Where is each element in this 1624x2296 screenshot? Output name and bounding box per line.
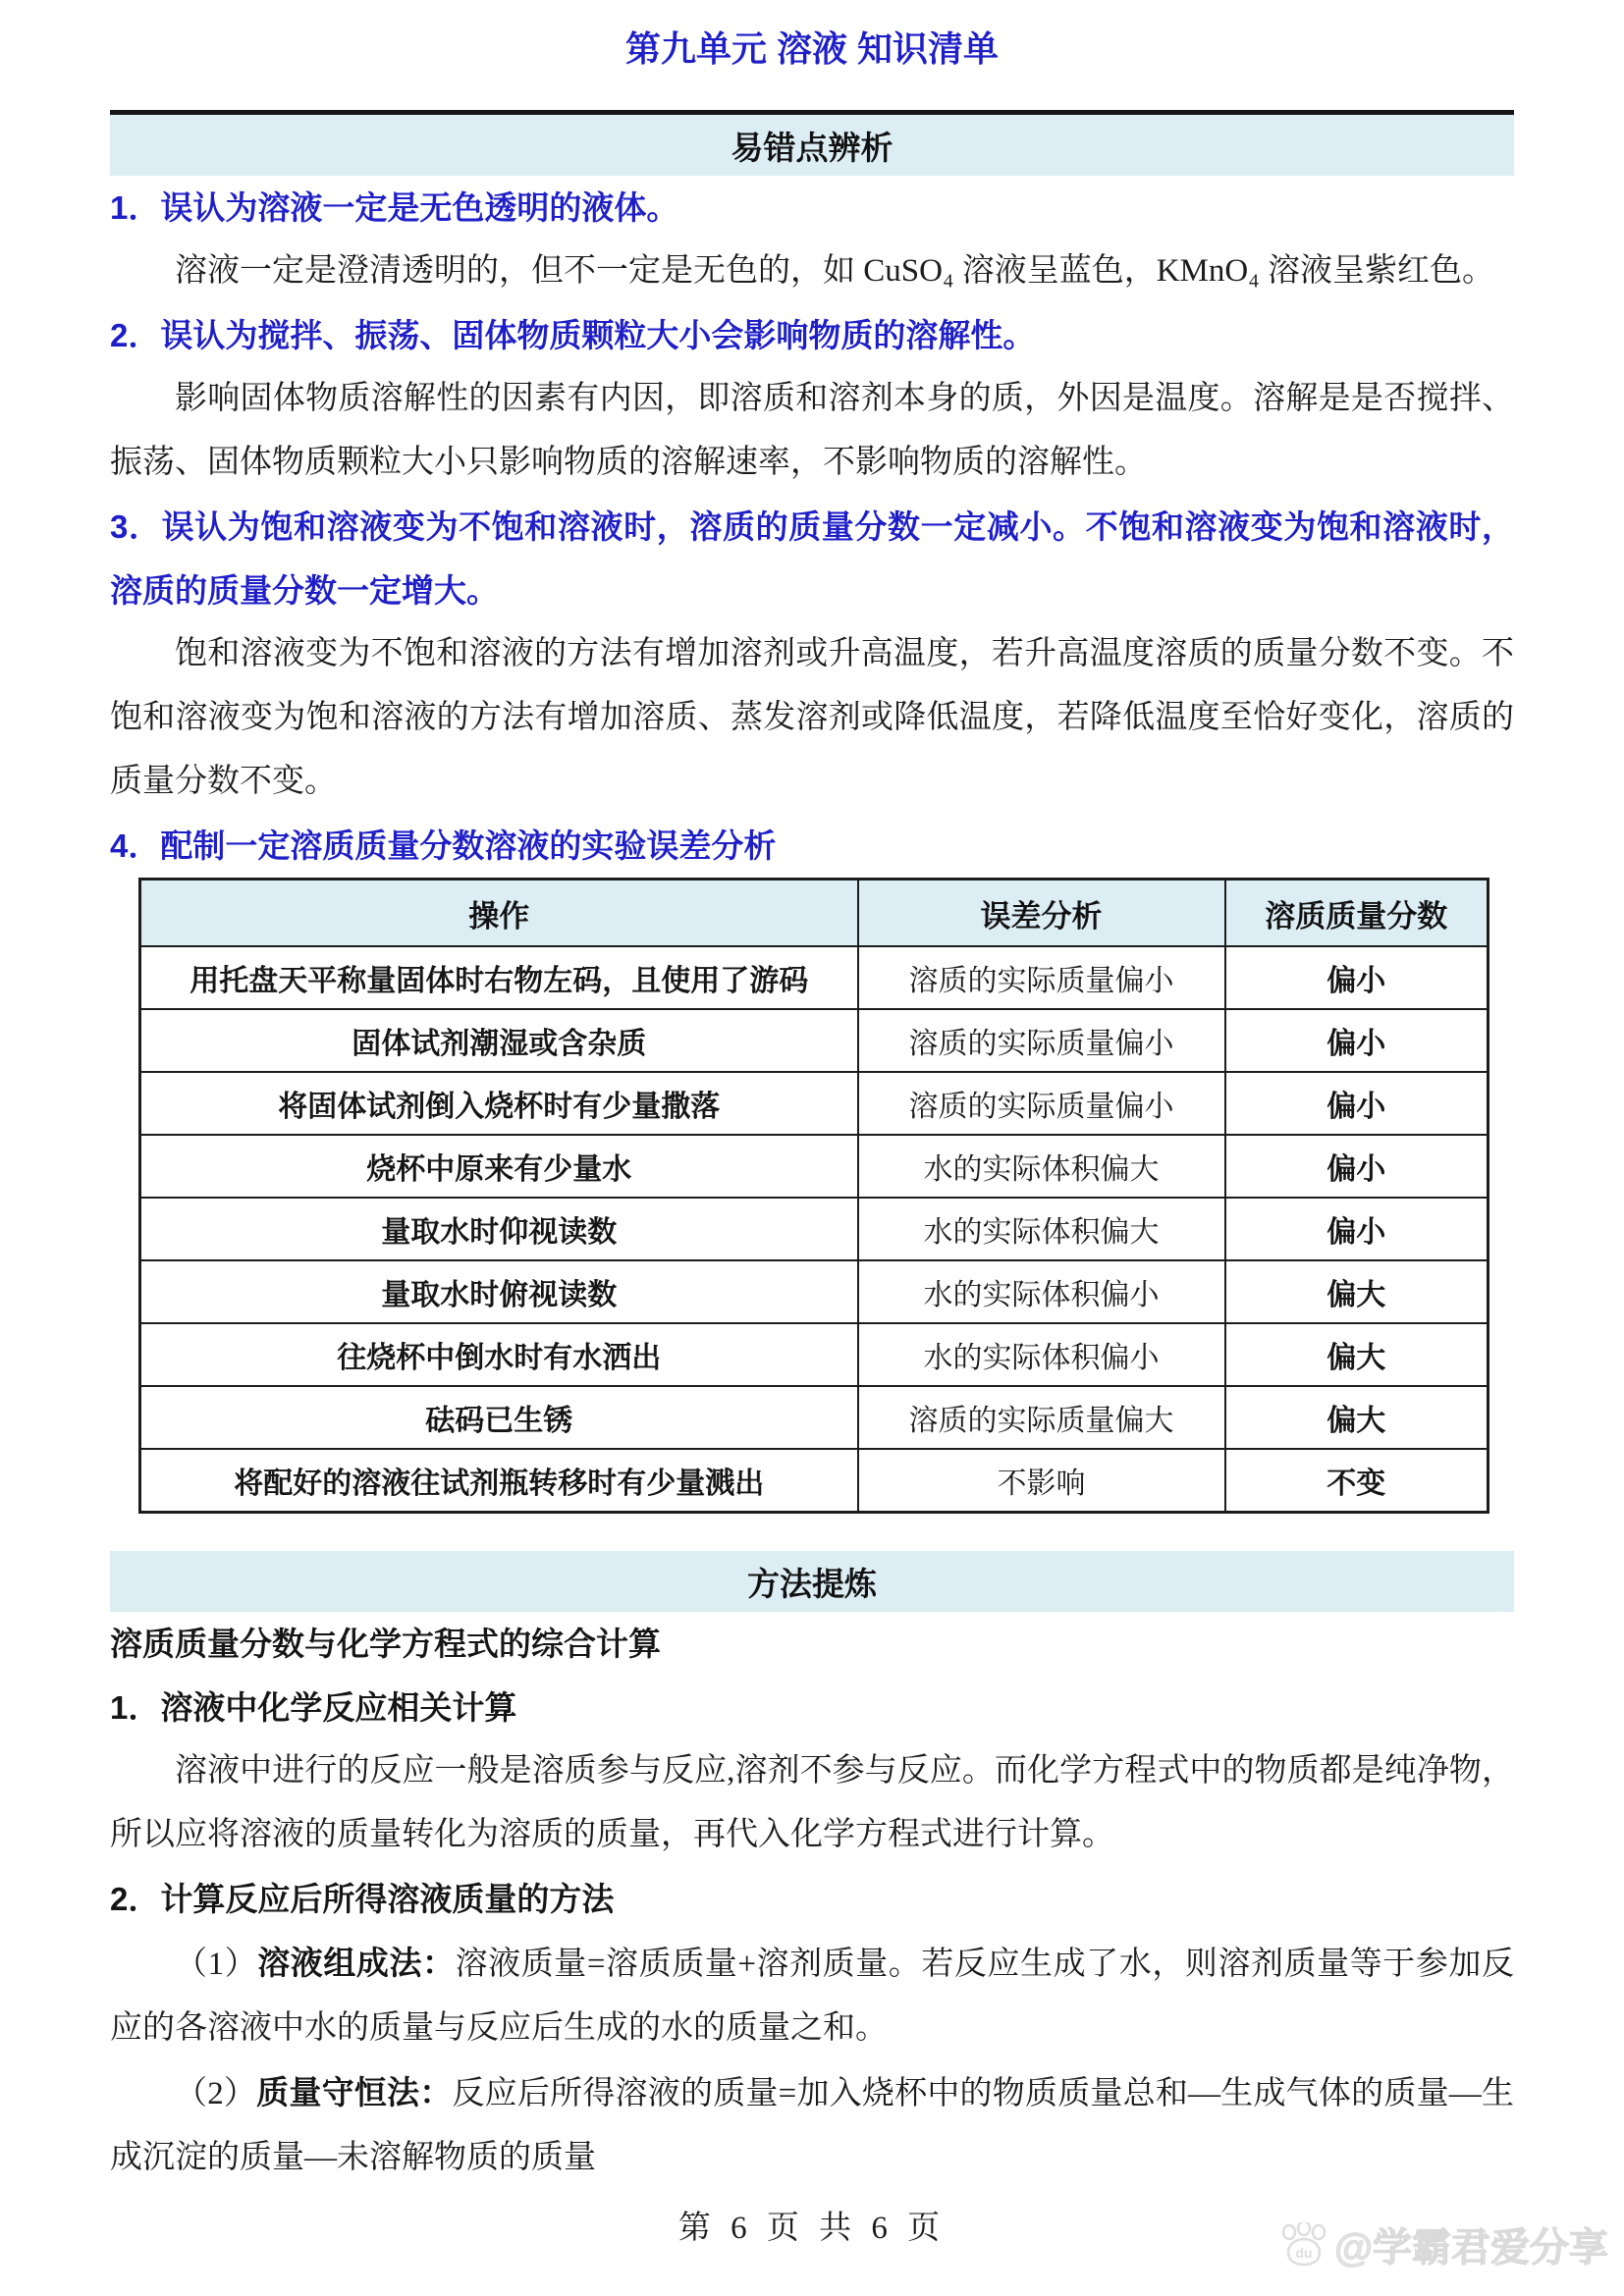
cell-error: 水的实际体积偏大: [858, 1198, 1225, 1260]
cell-operation: 往烧杯中倒水时有水洒出: [140, 1323, 858, 1386]
mistake-1-body: 溶液一定是澄清透明的，但不一定是无色的，如 CuSO₄ 溶液呈蓝色，KMnO₄ 溶液呈紫红色。: [175, 253, 1494, 289]
table-row: [140, 1260, 1489, 1323]
col-header-operation: 操作: [140, 880, 858, 947]
mistake-2-body: 影响固体物质溶解性的因素有内因，即溶质和溶剂本身的质，外因是温度。溶解是是否搅拌、振荡、固体物质颗粒大小只影响物质的溶解速率，不影响物质的溶解性。: [110, 381, 1514, 480]
methods-subtitle: 溶质质量分数与化学方程式的综合计算: [110, 1626, 661, 1662]
method-2-sub1: [110, 1931, 1514, 2060]
section-banner-mistakes: [110, 110, 1514, 176]
cell-operation: 量取水时俯视读数: [140, 1260, 858, 1323]
cell-operation: 将固体试剂倒入烧杯时有少量撒落: [140, 1072, 858, 1135]
table-row: [140, 946, 1489, 1009]
section-banner-mistakes-label: 易错点辨析: [731, 129, 893, 166]
mistake-2-heading: 2．误认为搅拌、振荡、固体物质颗粒大小会影响物质的溶解性。: [110, 317, 1036, 353]
cell-fraction: 偏大: [1225, 1386, 1489, 1449]
cell-error: 溶质的实际质量偏大: [858, 1386, 1225, 1449]
col-header-mass-fraction: 溶质质量分数: [1225, 880, 1489, 947]
cell-error: 溶质的实际质量偏小: [858, 1072, 1225, 1135]
cell-error: 水的实际体积偏大: [858, 1135, 1225, 1198]
table-row: [140, 1135, 1489, 1198]
method-2-sub1-lead: 溶液组成法：: [257, 1945, 456, 1981]
method-1-heading: 1．溶液中化学反应相关计算: [110, 1689, 517, 1726]
table-row: [140, 1386, 1489, 1449]
method-2-sub1-text: 溶液质量=溶质质量+溶剂质量。若反应生成了水，则溶剂质量等于参加反应的各溶液中水的质量与反应后生成的水的质量之和。: [110, 1947, 1514, 2046]
page-title: 第九单元 溶液 知识清单: [624, 28, 999, 69]
cell-operation: 量取水时仰视读数: [140, 1198, 858, 1260]
table-header-row: [140, 880, 1489, 947]
cell-fraction: 偏小: [1225, 946, 1489, 1009]
table-row: [140, 1449, 1489, 1513]
table-row: [140, 1198, 1489, 1260]
cell-error: 水的实际体积偏小: [858, 1323, 1225, 1386]
cell-fraction: 偏小: [1225, 1198, 1489, 1260]
cell-fraction: 不变: [1225, 1449, 1489, 1513]
table-row: [140, 1072, 1489, 1135]
mistake-3-heading: 3．误认为饱和溶液变为不饱和溶液时，溶质的质量分数一定减小。不饱和溶液变为饱和溶液时，溶质的质量分数一定增大。: [110, 508, 1514, 609]
cell-error: 不影响: [858, 1449, 1225, 1513]
method-1-body: 溶液中进行的反应一般是溶质参与反应,溶剂不参与反应。而化学方程式中的物质都是纯净物，所以应将溶液的质量转化为溶质的质量，再代入化学方程式进行计算。: [110, 1753, 1514, 1852]
cell-fraction: 偏大: [1225, 1260, 1489, 1323]
method-2-sub2-text: 反应后所得溶液的质量=加入烧杯中的物质质量总和—生成气体的质量—生成沉淀的质量—未溶解物质的质量: [110, 2076, 1515, 2175]
svg-text:du: du: [1295, 2244, 1313, 2261]
cell-error: 溶质的实际质量偏小: [858, 946, 1225, 1009]
table-row: [140, 1009, 1489, 1072]
watermark-text: @学霸君爱分享: [1333, 2226, 1608, 2269]
cell-operation: 用托盘天平称量固体时右物左码，且使用了游码: [140, 946, 858, 1009]
watermark: [1277, 2216, 1608, 2272]
mistake-3-body: 饱和溶液变为不饱和溶液的方法有增加溶剂或升高温度，若升高温度溶质的质量分数不变。不饱和溶液变为饱和溶液的方法有增加溶质、蒸发溶剂或降低温度，若降低温度至恰好变化，溶质的质量分数不变。: [110, 636, 1514, 799]
cell-operation: 烧杯中原来有少量水: [140, 1135, 858, 1198]
cell-operation: 固体试剂潮湿或含杂质: [140, 1009, 858, 1072]
method-2-sub2-lead: 质量守恒法：: [256, 2074, 453, 2110]
cell-fraction: 偏小: [1225, 1072, 1489, 1135]
cell-error: 水的实际体积偏小: [858, 1260, 1225, 1323]
page-number: 第 6 页 共 6 页: [677, 2211, 947, 2246]
error-analysis-table: [138, 878, 1489, 1514]
method-2-sub1-number: （1）: [175, 1947, 258, 1982]
cell-fraction: 偏大: [1225, 1323, 1489, 1386]
cell-operation: 将配好的溶液往试剂瓶转移时有少量溅出: [140, 1449, 858, 1513]
method-2-sub2: [110, 2060, 1514, 2190]
cell-operation: 砝码已生锈: [140, 1386, 858, 1449]
method-2-sub2-number: （2）: [175, 2076, 257, 2111]
cell-error: 溶质的实际质量偏小: [858, 1009, 1225, 1072]
section-banner-methods-label: 方法提炼: [747, 1565, 877, 1602]
method-2-heading: 2．计算反应后所得溶液质量的方法: [110, 1881, 615, 1917]
cell-fraction: 偏小: [1225, 1009, 1489, 1072]
section-banner-methods: [110, 1551, 1514, 1612]
table-row: [140, 1323, 1489, 1386]
col-header-error-analysis: 误差分析: [858, 880, 1225, 947]
mistake-4-heading: 4．配制一定溶质质量分数溶液的实验误差分析: [110, 828, 777, 864]
paw-icon: [1277, 2222, 1328, 2268]
mistake-1-heading: 1．误认为溶液一定是无色透明的液体。: [110, 189, 679, 226]
cell-fraction: 偏小: [1225, 1135, 1489, 1198]
